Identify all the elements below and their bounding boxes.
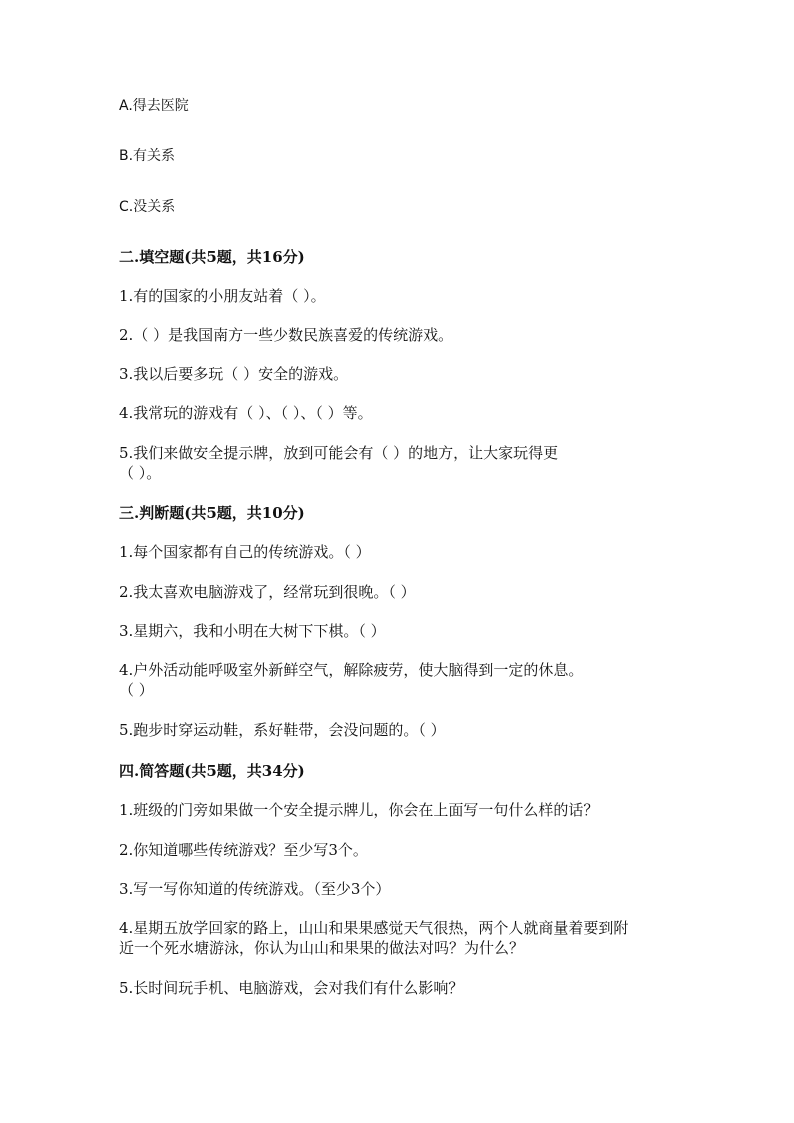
judge-question-5: 5.跑步时穿运动鞋，系好鞋带，会没问题的。（ ） <box>119 721 446 739</box>
fill-question-2: 2.（ ）是我国南方一些少数民族喜爱的传统游戏。 <box>119 326 454 344</box>
short-question-2: 2.你知道哪些传统游戏？至少写3个。 <box>119 841 368 859</box>
short-question-1: 1.班级的门旁如果做一个安全提示牌儿，你会在上面写一句什么样的话？ <box>119 801 599 819</box>
fill-question-5-line1: 5.我们来做安全提示牌，放到可能会有（ ）的地方，让大家玩得更 <box>119 444 559 462</box>
fill-question-4: 4.我常玩的游戏有（ ）、（ ）、（ ）等。 <box>119 404 373 422</box>
fill-question-1: 1.有的国家的小朋友站着（ ）。 <box>119 287 326 305</box>
judge-question-4-line1: 4.户外活动能呼吸室外新鲜空气，解除疲劳，使大脑得到一定的休息。 <box>119 661 584 679</box>
judge-question-3: 3.星期六，我和小明在大树下下棋。（ ） <box>119 622 386 640</box>
short-question-3: 3.写一写你知道的传统游戏。（至少3个） <box>119 880 391 898</box>
section3-heading: 三.判断题(共5题，共10分) <box>119 504 305 522</box>
judge-question-1: 1.每个国家都有自己的传统游戏。（ ） <box>119 543 371 561</box>
judge-question-4-line2: （ ） <box>119 681 154 699</box>
short-question-5: 5.长时间玩手机、电脑游戏，会对我们有什么影响？ <box>119 979 464 997</box>
section2-heading: 二.填空题(共5题，共16分) <box>119 248 305 266</box>
fill-question-3: 3.我以后要多玩（ ）安全的游戏。 <box>119 365 349 383</box>
fill-question-5-line2: （ ）。 <box>119 464 162 482</box>
option-b: B.有关系 <box>119 148 176 164</box>
short-question-4-line1: 4.星期五放学回家的路上，山山和果果感觉天气很热，两个人就商量着要到附 <box>119 919 629 937</box>
option-c: C.没关系 <box>119 199 176 215</box>
short-question-4-line2: 近一个死水塘游泳，你认为山山和果果的做法对吗？为什么？ <box>119 939 525 957</box>
judge-question-2: 2.我太喜欢电脑游戏了，经常玩到很晚。（ ） <box>119 583 416 601</box>
section4-heading: 四.简答题(共5题，共34分) <box>119 762 305 780</box>
option-a: A.得去医院 <box>119 98 189 114</box>
